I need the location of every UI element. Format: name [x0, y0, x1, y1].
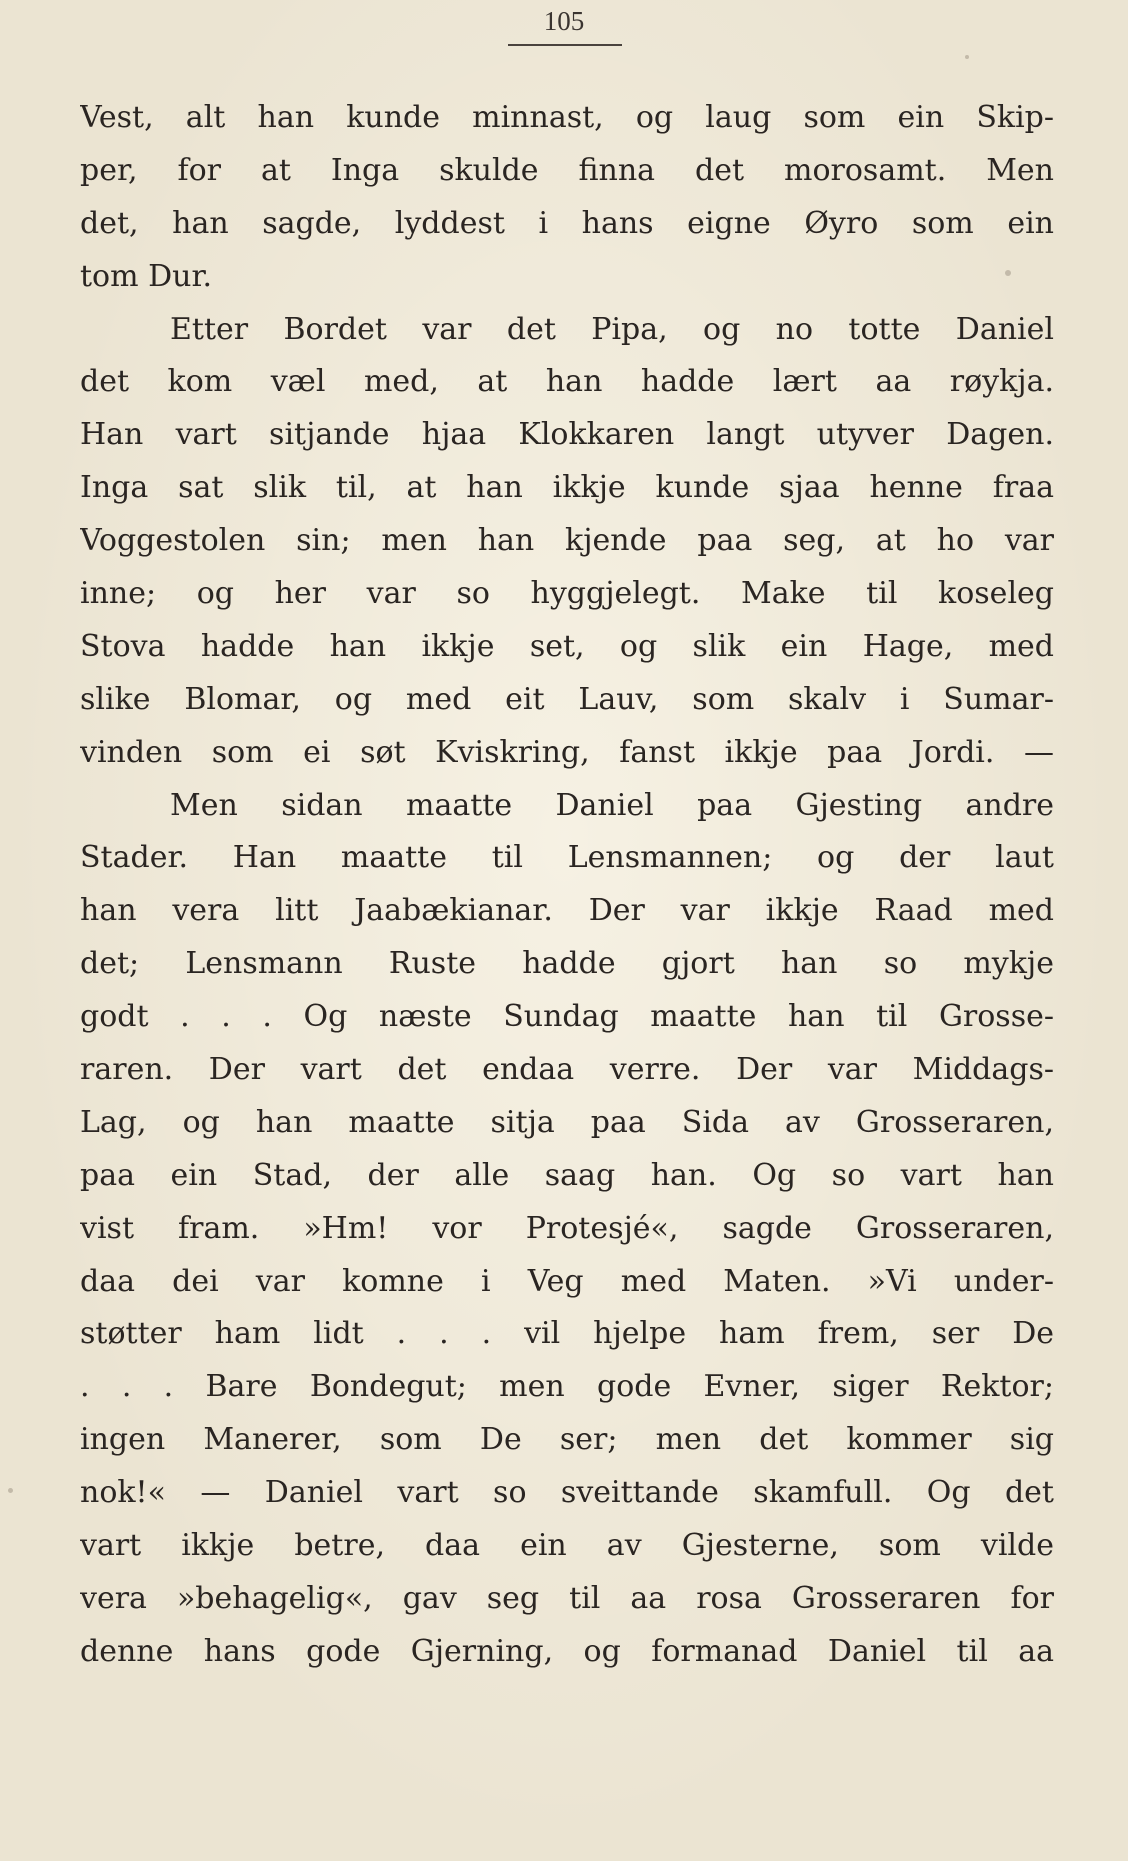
text-line: godt . . . Og næste Sundag maatte han til Grosse-	[80, 999, 1054, 1035]
page-number-rule	[508, 44, 622, 46]
text-line: . . . Bare Bondegut; men gode Evner, siger Rektor;	[80, 1369, 1054, 1405]
text-line: Stova hadde han ikkje set, og slik ein Hage, med	[80, 628, 1054, 664]
text-line: vart ikkje betre, daa ein av Gjesterne, som vilde	[80, 1528, 1054, 1564]
text-line: han vera litt Jaabækianar. Der var ikkje Raad med	[80, 893, 1054, 929]
text-line: daa dei var komne i Veg med Maten. »Vi under-	[80, 1263, 1054, 1299]
text-line: Inga sat slik til, at han ikkje kunde sjaa henne fraa	[80, 470, 1054, 506]
text-line: det, han sagde, lyddest i hans eigne Øyro som ein	[80, 205, 1054, 241]
text-line: inne; og her var so hyggjelegt. Make til koseleg	[80, 576, 1054, 612]
text-line: Vest, alt han kunde minnast, og laug som ein Skip-	[80, 100, 1054, 135]
paper-speck	[8, 1488, 13, 1493]
text-line: Lag, og han maatte sitja paa Sida av Grosseraren,	[80, 1104, 1054, 1140]
text-line: det; Lensmann Ruste hadde gjort han so mykje	[80, 946, 1054, 982]
page-number: 105	[543, 6, 585, 36]
text-line: per, for at Inga skulde finna det morosamt. Men	[80, 152, 1054, 188]
text-line: slike Blomar, og med eit Lauv, som skalv i Sumar-	[80, 681, 1054, 717]
text-line: støtter ham lidt . . . vil hjelpe ham frem, ser De	[80, 1316, 1054, 1352]
body-text	[80, 92, 1054, 1679]
text-line: raren. Der vart det endaa verre. Der var Middags-	[80, 1052, 1054, 1088]
text-line: det kom væl med, at han hadde lært aa røykja.	[80, 364, 1054, 400]
text-line: denne hans gode Gjerning, og formanad Daniel til aa	[80, 1633, 1054, 1669]
paper-speck	[965, 55, 969, 59]
text-line: nok!« — Daniel vart so sveittande skamfull. Og det	[80, 1475, 1054, 1511]
text-line: Stader. Han maatte til Lensmannen; og der laut	[80, 840, 1054, 876]
text-line: vinden som ei søt Kviskring, fanst ikkje paa Jordi. —	[80, 734, 1054, 770]
paper-speck	[1005, 270, 1011, 276]
text-line: paa ein Stad, der alle saag han. Og so vart han	[80, 1157, 1054, 1193]
text-line: vera »behagelig«, gav seg til aa rosa Grosseraren for	[80, 1580, 1054, 1616]
text-line: vist fram. »Hm! vor Protesjé«, sagde Grosseraren,	[80, 1210, 1054, 1246]
text-line: Voggestolen sin; men han kjende paa seg, at ho var	[80, 523, 1054, 559]
text-line: ingen Manerer, som De ser; men det kommer sig	[80, 1422, 1054, 1458]
text-line: Etter Bordet var det Pipa, og no totte Daniel	[170, 311, 1054, 347]
text-line: Men sidan maatte Daniel paa Gjesting andre	[170, 787, 1054, 823]
text-line: Han vart sitjande hjaa Klokkaren langt utyver Dagen.	[80, 417, 1054, 453]
text-line: tom Dur.	[80, 258, 213, 294]
